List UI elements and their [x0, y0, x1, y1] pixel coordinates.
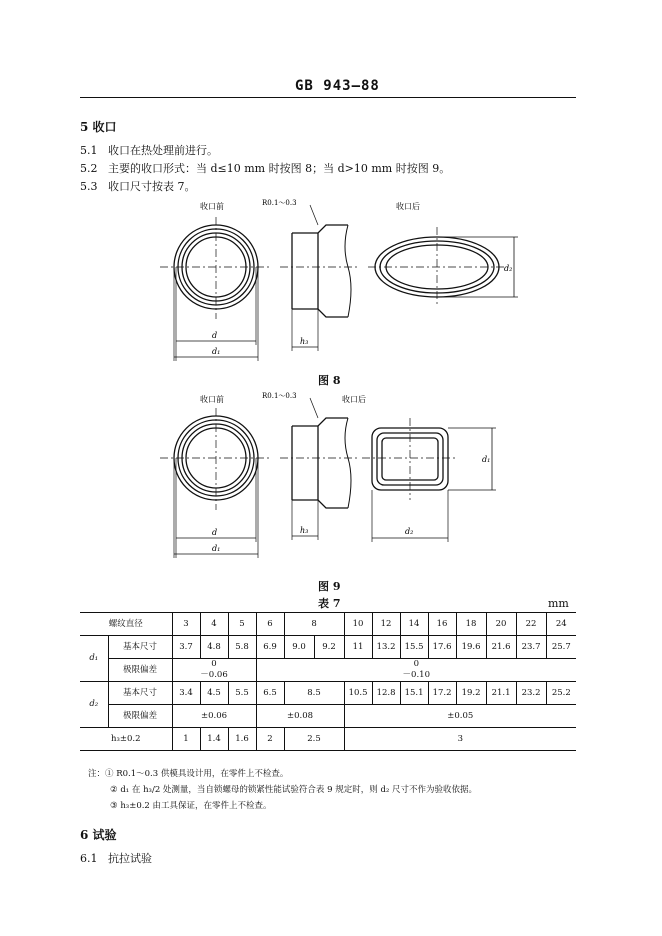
table-7	[80, 612, 576, 751]
deviation-upper: 0	[413, 659, 419, 669]
note-item: 注：① R0.1～0.3 供模具设计用，在零件上不检查。	[88, 769, 289, 779]
section-6-title: 6 试验	[80, 828, 117, 842]
d1-deviation-small	[172, 659, 256, 682]
size-cell: 14	[400, 613, 428, 636]
size-cell: 8	[284, 613, 344, 636]
table-7-unit: mm	[548, 597, 569, 610]
table-notes	[88, 766, 568, 814]
figure-8-drawing	[150, 195, 530, 370]
h3-value: 1.6	[228, 728, 256, 751]
notes-prefix: 注：	[88, 769, 106, 779]
size-cell: 16	[428, 613, 456, 636]
d2-row-label: d₂	[80, 682, 108, 728]
size-cell: 3	[172, 613, 200, 636]
deviation-label: 极限偏差	[108, 705, 172, 728]
fig8-dim-h3: h₃	[300, 337, 309, 346]
fig9-dim-d2-bottom: d₂	[405, 527, 414, 536]
fig8-dim-d: d	[212, 331, 218, 340]
d2-value: 17.2	[428, 682, 456, 705]
d1-deviation-large	[256, 659, 576, 682]
h3-value: 2	[256, 728, 284, 751]
d1-row-label: d₁	[80, 636, 108, 682]
h3-value: 1	[172, 728, 200, 751]
size-cell: 24	[546, 613, 576, 636]
h3-value: 3	[344, 728, 576, 751]
fig8-radius-label: R0.1～0.3	[262, 199, 297, 207]
d1-value: 25.7	[546, 636, 576, 659]
h3-value: 2.5	[284, 728, 344, 751]
d1-value: 23.7	[516, 636, 546, 659]
clause-text: 抗拉试验	[108, 852, 152, 865]
d2-value: 5.5	[228, 682, 256, 705]
fig9-dim-d: d	[212, 528, 218, 537]
fig9-before-label: 收口前	[200, 395, 224, 404]
d1-value: 17.6	[428, 636, 456, 659]
d1-value: 6.9	[256, 636, 284, 659]
d1-value: 3.7	[172, 636, 200, 659]
d1-value: 21.6	[486, 636, 516, 659]
d2-value: 12.8	[372, 682, 400, 705]
document-code: GB 943—88	[295, 78, 380, 94]
d1-value: 19.6	[456, 636, 486, 659]
size-cell: 5	[228, 613, 256, 636]
note-item: ② d₁ 在 h₃/2 处测量，当自锁螺母的锁紧性能试验符合表 9 规定时，则 d₂ 尺寸不作为验收依据。	[110, 785, 477, 795]
d1-value: 15.5	[400, 636, 428, 659]
d2-value: 21.1	[486, 682, 516, 705]
thread-diameter-header: 螺纹直径	[80, 613, 172, 636]
fig8-before-label: 收口前	[200, 202, 224, 211]
d2-deviation-mid: ±0.08	[256, 705, 344, 728]
d2-deviation-row	[80, 705, 576, 728]
clause-text: 收口在热处理前进行。	[108, 144, 218, 157]
clause-6-1	[80, 850, 152, 866]
d2-value: 10.5	[344, 682, 372, 705]
d2-value: 15.1	[400, 682, 428, 705]
d2-deviation-large: ±0.05	[344, 705, 576, 728]
fig9-dim-h3: h₃	[300, 526, 309, 535]
table-7-title: 表 7	[318, 597, 341, 610]
clause-5-3	[80, 178, 196, 194]
size-cell: 10	[344, 613, 372, 636]
d1-value: 13.2	[372, 636, 400, 659]
size-cell: 6	[256, 613, 284, 636]
d1-value: 4.8	[200, 636, 228, 659]
clause-text: 收口尺寸按表 7。	[108, 180, 196, 193]
figure-9-caption: 图 9	[318, 580, 341, 593]
clause-number: 5.2	[80, 162, 98, 175]
d2-value: 8.5	[284, 682, 344, 705]
basic-size-label: 基本尺寸	[108, 682, 172, 705]
clause-number: 5.1	[80, 144, 98, 157]
d2-value: 25.2	[546, 682, 576, 705]
size-cell: 12	[372, 613, 400, 636]
d2-value: 4.5	[200, 682, 228, 705]
fig8-dim-d2: d₂	[504, 264, 513, 273]
deviation-upper: 0	[211, 659, 217, 669]
fig9-radius-label: R0.1～0.3	[262, 392, 297, 400]
deviation-label: 极限偏差	[108, 659, 172, 682]
clause-number: 5.3	[80, 180, 98, 193]
fig9-dim-d1-right: d₁	[482, 455, 491, 464]
fig9-after-label: 收口后	[342, 395, 366, 404]
deviation-lower: －0.06	[200, 670, 228, 680]
clause-5-2	[80, 160, 450, 176]
d1-value: 5.8	[228, 636, 256, 659]
section-5-title: 5 收口	[80, 120, 117, 134]
d1-value: 9.0	[284, 636, 314, 659]
fig8-dim-d1: d₁	[212, 347, 221, 356]
clause-5-1	[80, 142, 218, 158]
size-cell: 4	[200, 613, 228, 636]
d1-value: 9.2	[314, 636, 344, 659]
fig8-after-label: 收口后	[396, 202, 420, 211]
fig9-dim-d1: d₁	[212, 544, 221, 553]
d1-value: 11	[344, 636, 372, 659]
clause-text: 主要的收口形式：当 d≤10 mm 时按图 8；当 d>10 mm 时按图 9。	[108, 162, 451, 175]
d2-value: 3.4	[172, 682, 200, 705]
d2-value: 6.5	[256, 682, 284, 705]
h3-row-label: h₃±0.2	[80, 728, 172, 751]
deviation-lower: －0.10	[402, 670, 430, 680]
size-cell: 20	[486, 613, 516, 636]
clause-number: 6.1	[80, 852, 98, 865]
basic-size-label: 基本尺寸	[108, 636, 172, 659]
d2-deviation-small: ±0.06	[172, 705, 256, 728]
h3-value: 1.4	[200, 728, 228, 751]
figure-8-caption: 图 8	[318, 374, 341, 387]
d2-basic-row	[80, 682, 576, 705]
d2-value: 19.2	[456, 682, 486, 705]
table-header-row	[80, 613, 576, 636]
note-item: ③ h₃±0.2 由工具保证，在零件上不检查。	[110, 801, 272, 811]
header-rule	[80, 97, 576, 98]
d1-deviation-row	[80, 659, 576, 682]
figure-9-drawing	[150, 388, 530, 568]
size-cell: 18	[456, 613, 486, 636]
d2-value: 23.2	[516, 682, 546, 705]
size-cell: 22	[516, 613, 546, 636]
h3-row	[80, 728, 576, 751]
d1-basic-row	[80, 636, 576, 659]
